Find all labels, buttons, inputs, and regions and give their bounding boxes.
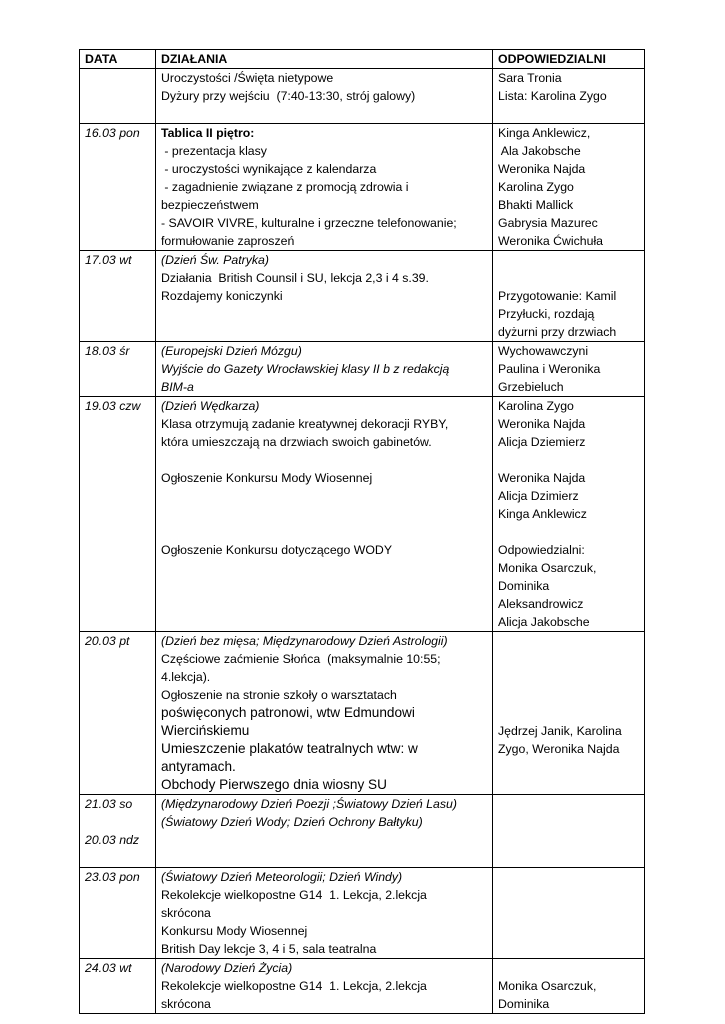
responsible-line	[498, 269, 640, 287]
action-line: Dyżury przy wejściu (7:40-13:30, strój galowy)	[161, 89, 416, 103]
action-line: British Day lekcje 3, 4 i 5, sala teatralna	[161, 942, 377, 956]
action-line: Umieszczenie plakatów teatralnych wtw: w	[161, 741, 418, 756]
responsible-line: Wychowawczyni	[498, 344, 589, 358]
table-row	[80, 342, 645, 397]
action-line: - zagadnienie związane z promocją zdrowia i	[161, 180, 409, 194]
responsible-line: Paulina i Weronika	[498, 362, 601, 376]
action-line: (Narodowy Dzień Życia)	[161, 961, 293, 975]
action-line: antyramach.	[161, 759, 236, 774]
document-page	[79, 49, 644, 1014]
responsible-line: Weronika Najda	[498, 162, 586, 176]
action-line: (Dzień bez mięsa; Międzynarodowy Dzień Astrologii)	[161, 634, 448, 648]
responsible-line: Aleksandrowicz	[498, 597, 584, 611]
action-line: Działania British Counsil i SU, lekcja 2,3 i 4 s.39.	[161, 271, 429, 285]
action-line: - uroczystości wynikające z kalendarza	[161, 162, 377, 176]
table-row	[80, 632, 645, 795]
responsible-line	[498, 868, 640, 886]
responsible-line	[498, 451, 640, 469]
table-row	[80, 868, 645, 959]
date-cell	[80, 868, 156, 959]
action-line: Ogłoszenie Konkursu dotyczącego WODY	[161, 543, 393, 557]
action-line: Ogłoszenie Konkursu Mody Wiosennej	[161, 471, 373, 485]
responsible-line: Kinga Anklewicz	[498, 507, 587, 521]
action-line	[161, 451, 488, 469]
responsible-cell	[493, 868, 645, 959]
actions-cell	[156, 632, 493, 795]
responsible-line: Dominika	[498, 579, 550, 593]
responsible-line: Lista: Karolina Zygo	[498, 89, 607, 103]
date-cell	[80, 632, 156, 795]
responsible-line	[498, 959, 640, 977]
table-row	[80, 124, 645, 251]
date-cell	[80, 795, 156, 868]
responsible-line: Alicja Dzimierz	[498, 489, 579, 503]
date-cell	[80, 397, 156, 632]
responsible-cell	[493, 342, 645, 397]
action-line: bezpieczeństwem	[161, 198, 259, 212]
responsible-line: Gabrysia Mazurec	[498, 216, 598, 230]
date-line: 19.03 czw	[85, 399, 141, 413]
action-line: Wyjście do Gazety Wrocławskiej klasy II b z redakcją	[161, 362, 450, 376]
responsible-cell	[493, 69, 645, 124]
responsible-line: Przygotowanie: Kamil	[498, 289, 617, 303]
action-line: Wiercińskiemu	[161, 723, 250, 738]
header-responsible: ODPOWIEDZIALNI	[493, 50, 645, 69]
date-line: 24.03 wt	[85, 961, 132, 975]
date-cell	[80, 342, 156, 397]
responsible-line: dyżurni przy drzwiach	[498, 325, 617, 339]
action-line: Rekolekcje wielkopostne G14 1. Lekcja, 2.lekcja	[161, 979, 427, 993]
responsible-line: Odpowiedzialni:	[498, 543, 585, 557]
responsible-line: Alicja Dziemierz	[498, 435, 586, 449]
actions-cell	[156, 342, 493, 397]
date-line: 21.03 so	[85, 797, 133, 811]
action-line	[161, 105, 488, 123]
responsible-line: Bhakti Mallick	[498, 198, 574, 212]
actions-cell	[156, 795, 493, 868]
action-line: Konkursu Mody Wiosennej	[161, 924, 308, 938]
action-line	[161, 505, 488, 523]
action-line: - prezentacja klasy	[161, 144, 267, 158]
responsible-line	[498, 650, 640, 668]
responsible-line: Weronika Najda	[498, 417, 586, 431]
actions-cell	[156, 69, 493, 124]
actions-cell	[156, 124, 493, 251]
action-line: skrócona	[161, 906, 211, 920]
responsible-cell	[493, 632, 645, 795]
actions-cell	[156, 868, 493, 959]
date-line: 17.03 wt	[85, 253, 132, 267]
action-line: (Międzynarodowy Dzień Poezji ;Światowy Dzień Lasu)	[161, 797, 457, 811]
table-row	[80, 69, 645, 124]
responsible-cell	[493, 959, 645, 1014]
action-line	[161, 523, 488, 541]
action-line: Częściowe zaćmienie Słońca (maksymalnie 10:55;	[161, 652, 441, 666]
responsible-line: Przyłucki, rozdają	[498, 307, 595, 321]
responsible-line: Karolina Zygo	[498, 180, 574, 194]
responsible-cell	[493, 124, 645, 251]
responsible-line: Grzebieluch	[498, 380, 564, 394]
schedule-table	[79, 49, 645, 1014]
responsible-line	[498, 668, 640, 686]
action-line: poświęconych patronowi, wtw Edmundowi	[161, 705, 415, 720]
responsible-line: Alicja Jakobsche	[498, 615, 590, 629]
action-line: Rekolekcje wielkopostne G14 1. Lekcja, 2.lekcja	[161, 888, 427, 902]
responsible-cell	[493, 251, 645, 342]
table-body	[80, 69, 645, 1014]
responsible-cell	[493, 795, 645, 868]
responsible-line: Monika Osarczuk,	[498, 561, 597, 575]
action-line: Uroczystości /Święta nietypowe	[161, 71, 334, 85]
responsible-line: Karolina Zygo	[498, 399, 574, 413]
date-cell	[80, 124, 156, 251]
action-line	[161, 831, 488, 849]
responsible-line: Monika Osarczuk,	[498, 979, 597, 993]
action-line: - SAVOIR VIVRE, kulturalne i grzeczne telefonowanie;	[161, 216, 457, 230]
action-line: (Dzień Wędkarza)	[161, 399, 260, 413]
action-line	[161, 849, 488, 867]
action-line: Tablica II piętro:	[161, 126, 255, 140]
action-line: skrócona	[161, 997, 211, 1011]
responsible-line: Weronika Najda	[498, 471, 586, 485]
responsible-line: Dominika	[498, 997, 550, 1011]
responsible-line: Weronika Ćwichuła	[498, 234, 604, 248]
responsible-line	[498, 704, 640, 722]
table-row	[80, 795, 645, 868]
responsible-line	[498, 632, 640, 650]
responsible-line	[498, 795, 640, 813]
action-line: Ogłoszenie na stronie szkoły o warsztatach	[161, 688, 397, 702]
actions-cell	[156, 397, 493, 632]
date-line: 18.03 śr	[85, 344, 130, 358]
date-line: 16.03 pon	[85, 126, 140, 140]
actions-cell	[156, 251, 493, 342]
action-line: która umieszczają na drzwiach swoich gabinetów.	[161, 435, 432, 449]
action-line: (Światowy Dzień Meteorologii; Dzień Windy)	[161, 870, 403, 884]
table-row	[80, 397, 645, 632]
date-cell	[80, 959, 156, 1014]
date-cell	[80, 251, 156, 342]
action-line: (Dzień Św. Patryka)	[161, 253, 269, 267]
table-row	[80, 251, 645, 342]
action-line	[161, 487, 488, 505]
action-line: Obchody Pierwszego dnia wiosny SU	[161, 777, 387, 792]
table-row	[80, 959, 645, 1014]
date-line	[85, 69, 151, 87]
responsible-line	[498, 686, 640, 704]
responsible-cell	[493, 397, 645, 632]
date-line: 23.03 pon	[85, 870, 140, 884]
actions-cell	[156, 959, 493, 1014]
action-line: (Światowy Dzień Wody; Dzień Ochrony Bałtyku)	[161, 815, 423, 829]
responsible-line: Jędrzej Janik, Karolina	[498, 724, 622, 738]
header-date: DATA	[80, 50, 156, 69]
action-line: BIM-a	[161, 380, 194, 394]
header-actions: DZIAŁANIA	[156, 50, 493, 69]
action-line: 4.lekcja).	[161, 670, 211, 684]
header-row	[80, 50, 645, 69]
responsible-line: Ala Jakobsche	[498, 144, 581, 158]
responsible-line	[498, 251, 640, 269]
action-line: Rozdajemy koniczynki	[161, 289, 283, 303]
responsible-line: Kinga Anklewicz,	[498, 126, 591, 140]
action-line: (Europejski Dzień Mózgu)	[161, 344, 302, 358]
date-line: 20.03 pt	[85, 634, 130, 648]
date-line: 20.03 ndz	[85, 833, 140, 847]
responsible-line: Zygo, Weronika Najda	[498, 742, 620, 756]
date-cell	[80, 69, 156, 124]
responsible-line: Sara Tronia	[498, 71, 562, 85]
action-line: Klasa otrzymują zadanie kreatywnej dekoracji RYBY,	[161, 417, 449, 431]
action-line: formułowanie zaproszeń	[161, 234, 295, 248]
responsible-line	[498, 523, 640, 541]
date-line	[85, 813, 151, 831]
